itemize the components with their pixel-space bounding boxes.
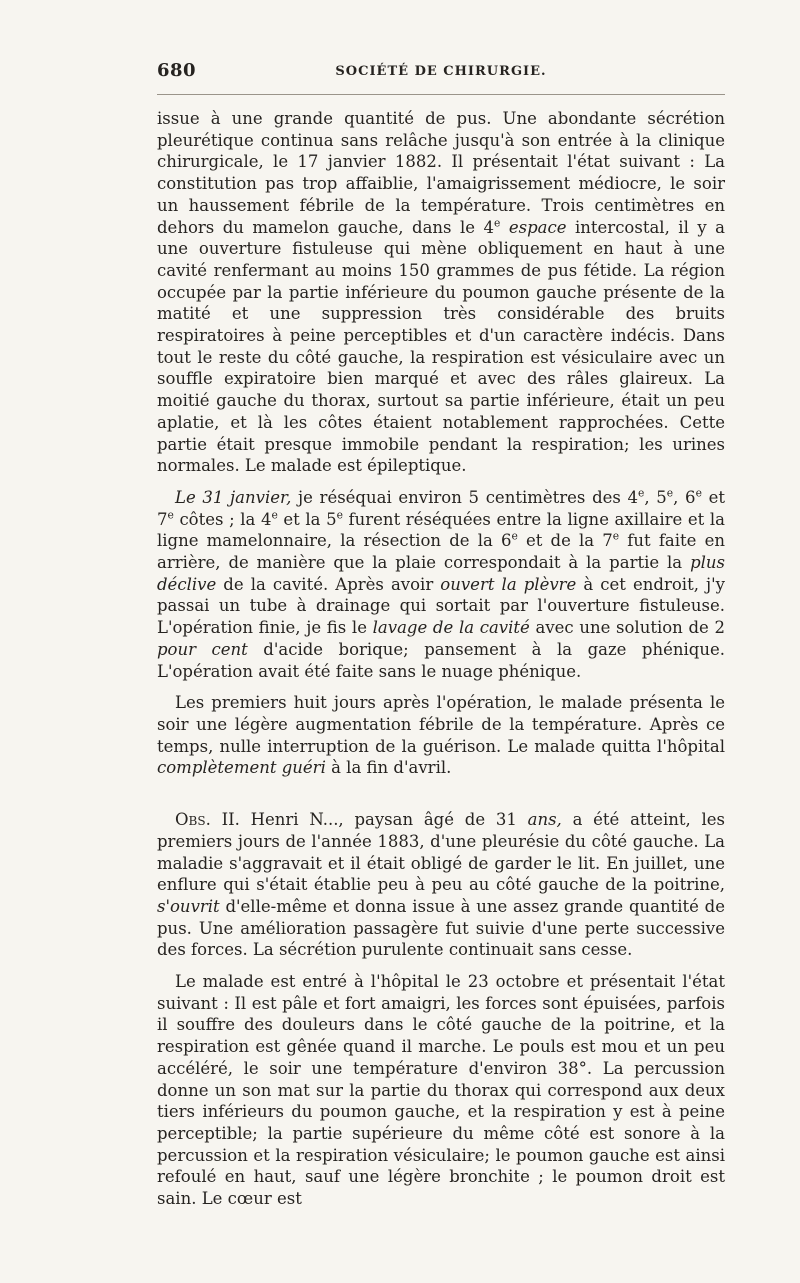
ordinal-superscript: e xyxy=(612,529,620,543)
ordinal-superscript: e xyxy=(511,529,518,543)
ordinal-superscript: e xyxy=(494,216,501,230)
paragraph xyxy=(157,971,725,1210)
text-run: furent réséquées entre la ligne axillaire et la ligne mamelonnaire, la résection de la 6 xyxy=(157,509,725,551)
paragraph xyxy=(157,108,725,477)
page-header xyxy=(157,60,725,86)
text-run: je réséquai environ 5 centimètres des 4 xyxy=(291,487,639,507)
text-run: et de la 7 xyxy=(517,531,613,551)
text-run: fut faite en arrière, de manière que la plaie correspondait à la partie la xyxy=(157,531,725,573)
text-run: d'acide borique; pansement à la gaze phénique. L'opération avait été faite sans le nuage phénique. xyxy=(157,639,725,681)
italic-text: ans, xyxy=(527,810,562,830)
ordinal-superscript: e xyxy=(271,508,278,522)
ordinal-superscript: e xyxy=(666,486,674,500)
paragraph xyxy=(157,692,725,779)
text-run: avec une solution de 2 xyxy=(529,618,725,638)
text-run: intercostal, il y a une ouverture fistuleuse qui mène obliquement en haut à une cavité renfermant au moins 150 grammes de pus fétide. La région occupée par la partie inférieure du poumon gauche présente de la matité et une suppression très considérable des bruits respiratoires à peine perceptibles et d'un caractère indécis. Dans tout le reste du côté gauche, la respiration est vésiculaire avec un souffle expiratoire bien marqué et avec des râles glaireux. La moitié gauche du thorax, surtout sa partie inférieure, était un peu aplatie, et là les côtes étaient notablement rapprochées. Cette partie était presque immobile pendant la respiration; les urines normales. Le malade est épileptique. xyxy=(157,217,725,476)
italic-text: Le 31 janvier, xyxy=(175,487,292,507)
text-run: , 6 xyxy=(673,487,696,507)
italic-text: s'ouvrit xyxy=(157,896,220,916)
observation-label: Obs. II. xyxy=(175,810,240,830)
italic-text: lavage de la cavité xyxy=(372,618,530,638)
header-rule xyxy=(157,94,725,95)
text-run: à cet endroit, j'y passai un tube à drainage qui sortait par l'ouverture fistuleuse. L'opération finie, je fis le xyxy=(157,574,725,638)
text-run: , 5 xyxy=(644,487,667,507)
text-run: Le malade est entré à l'hôpital le 23 octobre et présentait l'état suivant : Il est pâle et fort amaigri, les forces sont épuisées, parfois il souffre des douleurs dans le côté gauche de la poitrine, et la respiration est gênée quand il marche. Le pouls est mou et un peu accéléré, le soir une température d'environ 38°. La percussion donne un son mat sur la partie du thorax qui correspond aux deux tiers inférieurs du poumon gauche, et la respiration y est à peine perceptible; la partie supérieure du même côté est sonore à la percussion et la respiration vésiculaire; le poumon gauche est ainsi refoulé en haut, sauf une légère bronchite ; le poumon droit est sain. Le cœur est xyxy=(157,972,725,1209)
paragraph xyxy=(157,809,725,961)
italic-text: espace xyxy=(508,217,567,237)
italic-text: ouvert la plèvre xyxy=(440,574,577,594)
ordinal-superscript: e xyxy=(167,508,174,522)
text-run: et 7 xyxy=(157,487,725,529)
text-run: de la cavité. Après avoir xyxy=(216,574,441,594)
running-head: SOCIÉTÉ DE CHIRURGIE. xyxy=(335,64,547,79)
italic-text: complètement guéri xyxy=(157,758,326,778)
ordinal-superscript: e xyxy=(695,486,702,500)
text-run: issue à une grande quantité de pus. Une abondante sécrétion pleurétique continua sans relâche jusqu'à son entrée à la clinique chirurgicale, le 17 janvier 1882. Il présentait l'état suivant : La constitution pas trop affaiblie, l'amaigrissement médiocre, le soir un haussement fébrile de la température. Trois centimètres en dehors du mamelon gauche, dans le 4 xyxy=(157,109,725,237)
ordinal-superscript: e xyxy=(638,486,645,500)
text-run: Les premiers huit jours après l'opération, le malade présenta le soir une légère augmentation fébrile de la température. Après ce temps, nulle interruption de la guérison. Le malade quitta l'hôpital xyxy=(157,693,725,756)
paragraph xyxy=(157,487,725,682)
italic-text: pour cent xyxy=(157,639,248,659)
ordinal-superscript: e xyxy=(336,508,343,522)
body-text xyxy=(157,108,725,1220)
text-run xyxy=(500,218,509,237)
text-run: d'elle-même et donna issue à une assez grande quantité de pus. Une amélioration passagère fut suivie d'une perte successive des forces. La sécrétion purulente continuait sans cesse. xyxy=(157,896,725,960)
text-run: et la 5 xyxy=(277,509,337,529)
page-number: 680 xyxy=(157,60,197,81)
text-run: Henri N..., paysan âgé de 31 xyxy=(239,810,528,830)
text-run: à la fin d'avril. xyxy=(325,758,452,778)
text-run: a été atteint, les premiers jours de l'année 1883, d'une pleurésie du côté gauche. La maladie s'aggravait et il était obligé de garder le lit. En juillet, une enflure qui s'était établie peu à peu au côté gauche de la poitrine, xyxy=(157,810,725,895)
italic-text: plus déclive xyxy=(157,553,725,594)
text-run: côtes ; la 4 xyxy=(173,509,272,529)
